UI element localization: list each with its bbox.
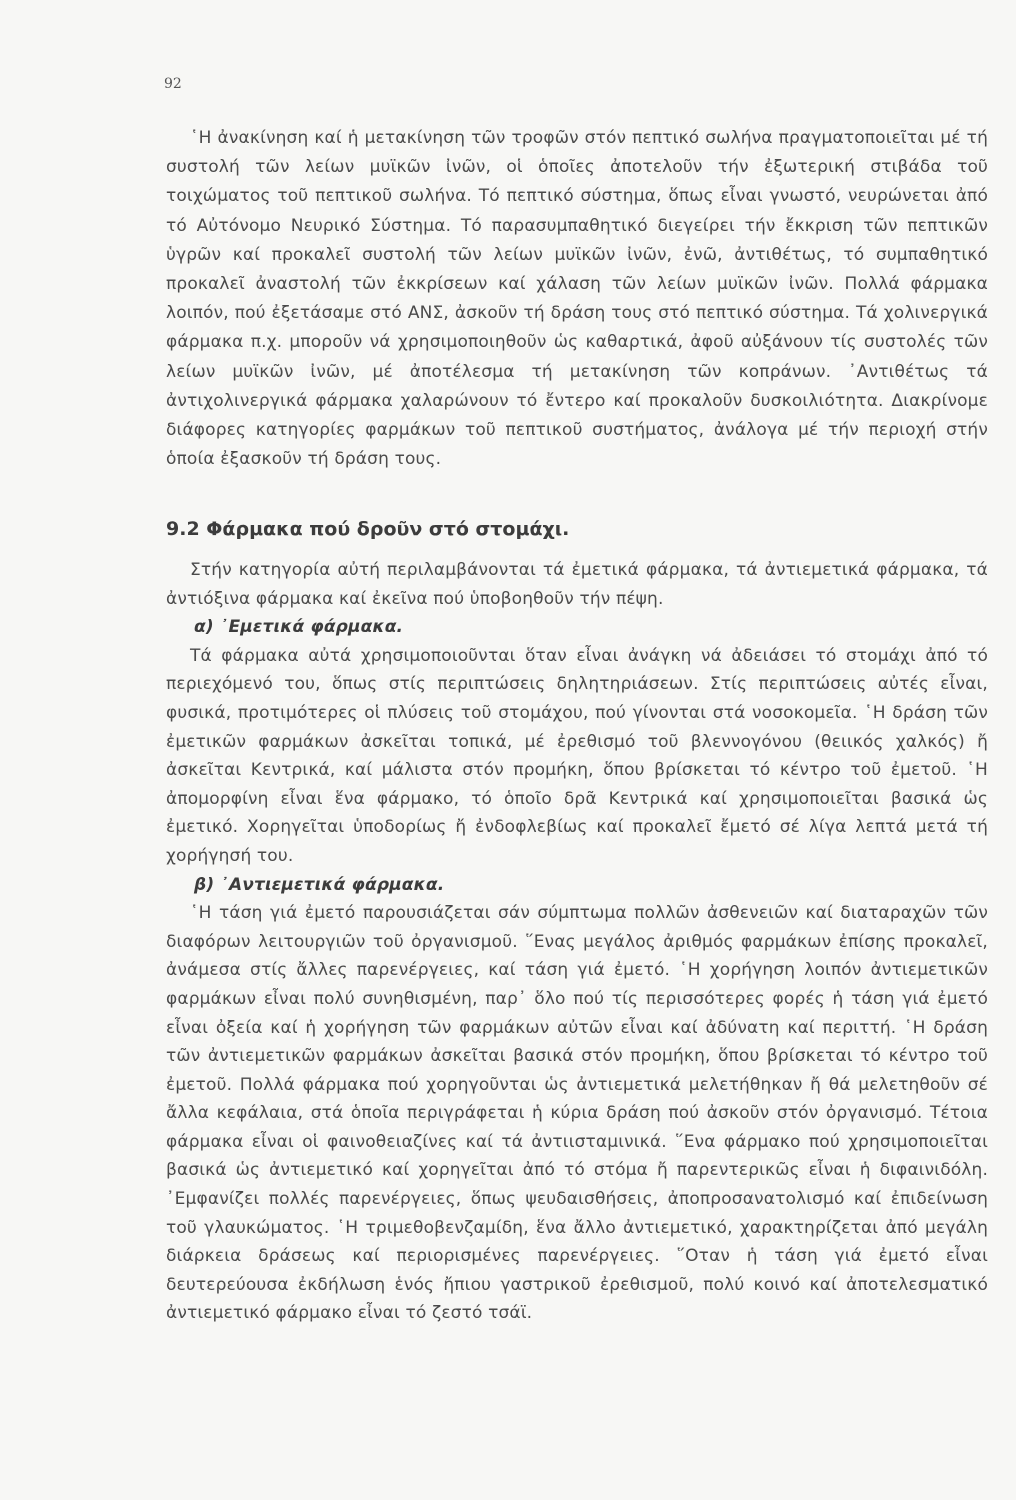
- section-intro-paragraph: Στήν κατηγορία αὐτή περιλαμβάνονται τά ἐμετικά φάρμακα, τά ἀντιεμετικά φάρμακα, τά ἀντιόξινα φάρμακα καί ἐκεῖνα πού ὑποβοηθοῦν τήν πέψη.: [166, 560, 988, 609]
- subsection-a-paragraph: Τά φάρμακα αὐτά χρησιμοποιοῦνται ὅταν εἶναι ἀνάγκη νά ἀδειάσει τό στομάχι ἀπό τό περιεχόμενό του, ὅπως στίς περιπτώσεις δηλητηριάσεων. Στίς περιπτώσεις αὐτές εἶναι, φυσικά, προτιμότερες οἱ πλύσεις τοῦ στομάχου, πού γίνονται στά νοσοκομεῖα. ῾Η δράση τῶν ἐμετικῶν φαρμάκων ἀσκεῖται τοπικά, μέ ἐρεθισμό τοῦ βλεννογόνου (θειικός χαλκός) ἤ ἀσκεῖται Κεντρικά, καί μάλιστα στόν προμήκη, ὅπου βρίσκεται τό κέντρο τοῦ ἐμετοῦ. ῾Η ἀπομορφίνη εἶναι ἕνα φάρμακο, τό ὁποῖο δρᾶ Κεντρικά καί χρησιμοποιεῖται βασικά ὡς ἐμετικό. Χορηγεῖται ὑποδορίως ἤ ἐνδοφλεβίως καί προκαλεῖ ἔμετό σέ λίγα λεπτά μετά τή χορήγησή του.: [166, 645, 988, 866]
- intro-paragraph: ῾Η ἀνακίνηση καί ἡ μετακίνηση τῶν τροφῶν στόν πεπτικό σωλήνα πραγματοποιεῖται μέ τή συστολή τῶν λείων μυϊκῶν ἰνῶν, οἱ ὁποῖες ἀποτελοῦν τήν ἐξωτερική στιβάδα τοῦ τοιχώματος τοῦ πεπτικοῦ σωλήνα. Τό πεπτικό σύστημα, ὅπως εἶναι γνωστό, νευρώνεται ἀπό τό Αὐτόνομο Νευρικό Σύστημα. Τό παρασυμπαθητικό διεγείρει τήν ἔκκριση τῶν πεπτικῶν ὑγρῶν καί προκαλεῖ συστολή τῶν λείων μυϊκῶν ἰνῶν, ἐνῶ, ἀντιθέτως, τό συμπαθητικό προκαλεῖ ἀναστολή τῶν ἐκκρίσεων καί χάλαση τῶν λείων μυϊκῶν ἰνῶν. Πολλά φάρμακα λοιπόν, πού ἐξετάσαμε στό ΑΝΣ, ἀσκοῦν τή δράση τους στό πεπτικό σύστημα. Τά χολινεργικά φάρμακα π.χ. μποροῦν νά χρησιμοποιηθοῦν ὡς καθαρτικά, ἀφοῦ αὐξάνουν τίς συστολές τῶν λείων μυϊκῶν ἰνῶν, μέ ἀποτέλεσμα τή μετακίνηση τῶν κοπράνων. ᾿Αντιθέτως τά ἀντιχολινεργικά φάρμακα χαλαρώνουν τό ἔντερο καί προκαλοῦν δυσκοιλιότητα. Διακρίνομε διάφορες κατηγορίες φαρμάκων τοῦ πεπτικοῦ συστήματος, ἀνάλογα μέ τήν περιοχή στήν ὁποία ἐξασκοῦν τή δράση τους.: [166, 128, 988, 470]
- section-body: [166, 556, 988, 1328]
- subsection-b-heading: β) ᾿Αντιεμετικά φάρμακα.: [194, 874, 445, 895]
- subsection-b-paragraph: ῾Η τάση γιά ἐμετό παρουσιάζεται σάν σύμπτωμα πολλῶν ἀσθενειῶν καί διαταραχῶν τῶν διαφόρων λειτουργιῶν τοῦ ὀργανισμοῦ. ῞Ενας μεγάλος ἀριθμός φαρμάκων ἐπίσης προκαλεῖ, ἀνάμεσα στίς ἄλλες παρενέργειες, καί τάση γιά ἐμετό. ῾Η χορήγηση λοιπόν ἀντιεμετικῶν φαρμάκων εἶναι πολύ συνηθισμένη, παρ᾿ ὅλο πού τίς περισσότερες φορές ἡ τάση γιά ἐμετό εἶναι ὀξεία καί ἡ χορήγηση τῶν φαρμάκων αὐτῶν εἶναι καί ἀδύνατη καί περιττή. ῾Η δράση τῶν ἀντιεμετικῶν φαρμάκων ἀσκεῖται βασικά στόν προμήκη, ὅπου βρίσκεται τό κέντρο τοῦ ἐμετοῦ. Πολλά φάρμακα πού χορηγοῦνται ὡς ἀντιεμετικά μελετήθηκαν ἤ θά μελετηθοῦν σέ ἄλλα κεφάλαια, στά ὁποῖα περιγράφεται ἡ κύρια δράση πού ἀσκοῦν στόν ὀργανισμό. Τέτοια φάρμακα εἶναι οἱ φαινοθειαζίνες καί τά ἀντιισταμινικά. ῞Ενα φάρμακο πού χρησιμοποιεῖται βασικά ὡς ἀντιεμετικό καί χορηγεῖται ἀπό τό στόμα ἤ παρεντερικῶς εἶναι ἡ διφαινιδόλη. ᾿Εμφανίζει πολλές παρενέργειες, ὅπως ψευδαισθήσεις, ἀποπροσανατολισμό καί ἐπιδείνωση τοῦ γλαυκώματος. ῾Η τριμεθοβενζαμίδη, ἕνα ἄλλο ἀντιεμετικό, χαρακτηρίζεται ἀπό μεγάλη διάρκεια δράσεως καί περιορισμένες παρενέργειες. ῞Οταν ἡ τάση γιά ἐμετό εἶναι δευτερεύουσα ἐκδήλωση ἑνός ἤπιου γαστρικοῦ ἐρεθισμοῦ, πολύ κοινό καί ἀποτελεσματικό ἀντιεμετικό φάρμακο εἶναι τό ζεστό τσάϊ.: [166, 903, 988, 1324]
- page-number: 92: [164, 76, 182, 92]
- section-heading: 9.2 Φάρμακα πού δροῦν στό στομάχι.: [166, 518, 570, 540]
- subsection-a-heading: α) ᾿Εμετικά φάρμακα.: [194, 617, 404, 638]
